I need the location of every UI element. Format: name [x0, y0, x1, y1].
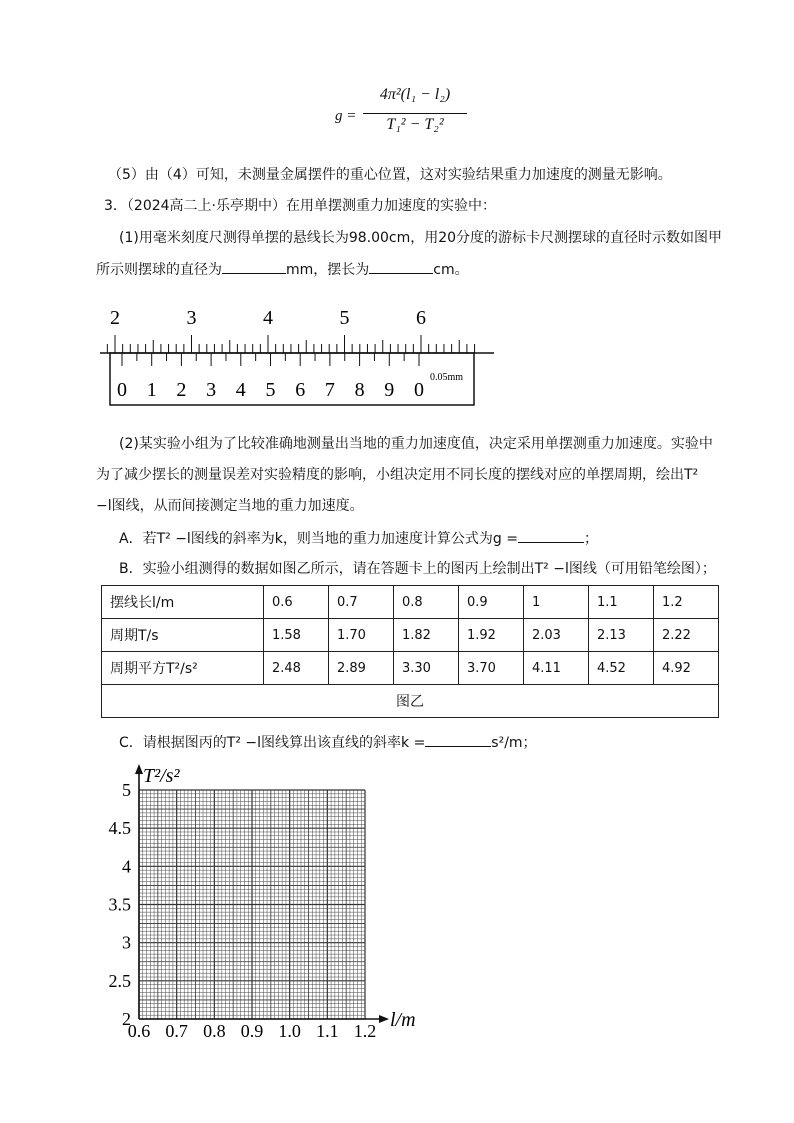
x-tick-label: 1.0 — [278, 1021, 301, 1041]
table-cell: 4.11 — [524, 652, 589, 685]
main-scale-label: 6 — [416, 307, 426, 329]
main-scale-ticks — [107, 335, 474, 353]
formula-lhs: g = — [335, 108, 357, 124]
y-tick-label: 5 — [122, 780, 131, 800]
vernier-label: 3 — [206, 379, 217, 401]
option-a-end: ； — [584, 531, 598, 547]
main-scale-label: 2 — [110, 307, 120, 329]
grid-lines — [139, 790, 365, 1019]
vernier-scale-labels — [117, 379, 424, 401]
vernier-label: 7 — [324, 379, 335, 401]
option-b: B．实验小组测得的数据如图乙所示，请在答题卡上的图丙上绘制出T² −l图线（可用铅笔绘图）； — [119, 561, 716, 577]
vernier-scale-ticks — [122, 353, 419, 366]
table-cell: 2.22 — [654, 619, 719, 652]
table-cell: 1.1 — [589, 586, 654, 619]
table-cell: 2.13 — [589, 619, 654, 652]
y-tick-label: 3.5 — [108, 894, 131, 915]
length-answer-blank[interactable] — [369, 259, 433, 274]
table-cell: 1.70 — [329, 619, 394, 652]
table-cell: 1.82 — [394, 619, 459, 652]
main-scale-labels — [110, 307, 426, 329]
table-cell: 0.7 — [329, 586, 394, 619]
row-header: 周期T/s — [102, 619, 264, 652]
conclusion-text: （5）由（4）可知，未测量金属摆件的重心位置，这对实验结果重力加速度的测量无影响。 — [108, 167, 672, 183]
row-header: 周期平方T²/s² — [102, 652, 264, 685]
table-cell: 1.2 — [654, 586, 719, 619]
x-tick-label: 0.8 — [203, 1021, 226, 1041]
table-cell: 2.03 — [524, 619, 589, 652]
x-axis-label: l/m — [390, 1009, 416, 1031]
x-tick-label: 0.9 — [240, 1021, 264, 1041]
table-row — [102, 619, 719, 652]
y-tick-labels — [109, 780, 132, 1029]
question-3-title: 3．（2024高二上·乐亭期中）在用单摆测重力加速度的实验中： — [104, 198, 496, 214]
vernier-label: 6 — [295, 379, 306, 401]
table-cell: 0.8 — [394, 586, 459, 619]
vernier-label: 8 — [354, 379, 365, 401]
y-tick-label: 2.5 — [108, 970, 131, 991]
option-c — [119, 732, 537, 753]
q3-part1-line1: (1)用毫米刻度尺测得单摆的悬线长为98.00cm，用20分度的游标卡尺测摆球的直径时示数如图甲 — [119, 230, 723, 246]
x-tick-labels — [128, 1021, 377, 1041]
y-axis-label: T²/s² — [143, 765, 180, 787]
main-scale-label: 4 — [263, 307, 273, 329]
vernier-label: 5 — [265, 379, 276, 401]
q3-part1-prefix: 所示则摆球的直径为 — [96, 262, 222, 278]
vernier-label: 9 — [384, 379, 395, 401]
table-cell: 1.58 — [264, 619, 329, 652]
vernier-label: 4 — [235, 379, 246, 401]
x-tick-label: 0.6 — [127, 1021, 151, 1041]
x-tick-label: 1.2 — [353, 1021, 377, 1041]
vernier-label: 0 — [414, 379, 424, 401]
unit-cm: cm。 — [433, 262, 469, 278]
vernier-label: 0 — [117, 379, 127, 401]
table-cell: 4.92 — [654, 652, 719, 685]
fraction-bar — [363, 113, 467, 114]
table-cell: 2.48 — [264, 652, 329, 685]
q3-part1-line2 — [96, 259, 469, 280]
gravity-formula — [335, 86, 475, 148]
table-cell: 1.92 — [459, 619, 524, 652]
vernier-label: 2 — [176, 379, 187, 401]
option-a — [119, 528, 598, 549]
x-axis-arrow — [379, 1015, 389, 1023]
table-cell: 4.52 — [589, 652, 654, 685]
unit-mm: mm，摆长为 — [286, 262, 370, 278]
y-axis-arrow — [135, 764, 143, 774]
data-table — [101, 585, 719, 718]
x-tick-label: 0.7 — [165, 1021, 188, 1041]
x-tick-label: 1.1 — [316, 1021, 339, 1041]
main-scale-label: 3 — [186, 307, 197, 329]
option-c-text: C．请根据图丙的T² −l图线算出该直线的斜率k = — [119, 735, 426, 751]
table-cell: 2.89 — [329, 652, 394, 685]
row-header: 摆线长l/m — [102, 586, 264, 619]
table-cell: 3.70 — [459, 652, 524, 685]
y-tick-label: 4.5 — [108, 818, 131, 839]
table-row — [102, 652, 719, 685]
q3-part2-line2: 为了减少摆长的测量误差对实验精度的影响，小组决定用不同长度的摆线对应的单摆周期，绘出T² — [96, 467, 699, 483]
table-cell: 0.9 — [459, 586, 524, 619]
main-scale-label: 5 — [339, 307, 350, 329]
table-caption: 图乙 — [102, 685, 719, 718]
table-row — [102, 586, 719, 619]
vernier-caliper-figure — [96, 304, 496, 414]
y-tick-label: 2 — [122, 1009, 131, 1029]
option-a-answer-blank[interactable] — [518, 528, 584, 543]
option-a-text: A．若T² −l图线的斜率为k，则当地的重力加速度计算公式为g = — [119, 531, 518, 547]
q3-part2-line3: −l图线，从而间接测定当地的重力加速度。 — [96, 498, 364, 514]
vernier-label: 1 — [146, 379, 157, 401]
diameter-answer-blank[interactable] — [222, 259, 286, 274]
vernier-precision-label: 0.05mm — [430, 372, 464, 383]
table-cell: 0.6 — [264, 586, 329, 619]
option-c-end: s²/m； — [491, 735, 537, 751]
caption-row — [102, 685, 719, 718]
q3-part2-line1: (2)某实验小组为了比较准确地测量出当地的重力加速度值，决定采用单摆测重力加速度。实验中 — [119, 436, 713, 452]
table-cell: 1 — [524, 586, 589, 619]
formula-denominator: T₁² − T₂² — [386, 116, 444, 133]
t2-l-grid-chart — [95, 760, 435, 1050]
y-tick-label: 3 — [122, 932, 131, 953]
y-tick-label: 4 — [122, 856, 131, 877]
table-cell: 3.30 — [394, 652, 459, 685]
option-c-answer-blank[interactable] — [425, 732, 491, 747]
formula-numerator: 4π²(l₁ − l₂) — [379, 86, 451, 103]
